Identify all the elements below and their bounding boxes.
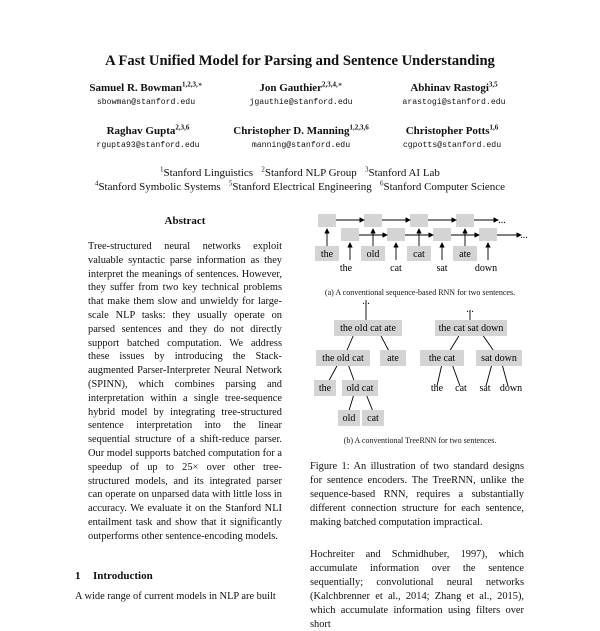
- tree-node: ate: [387, 353, 399, 364]
- right-column-text: Hochreiter and Schmidhuber, 1997), which accumulate information over the sentence sequentially; convolutional neural networks (Kalchbrenner et al., 2014; Zhang et al., 2015), which accumulate information using filters over short: [310, 549, 524, 630]
- tree-node: sat down: [481, 353, 517, 364]
- paper-title: A Fast Unified Model for Parsing and Sentence Understanding: [105, 53, 495, 69]
- tree-node: cat: [455, 383, 467, 394]
- tree-node: sat: [479, 383, 491, 394]
- intro-text: A wide range of current models in NLP are built: [75, 591, 276, 602]
- ellipsis: ...: [362, 296, 370, 307]
- word-token: old: [366, 249, 380, 260]
- tree-node: the: [430, 383, 444, 394]
- author-block: [392, 82, 516, 107]
- affiliations-line: $^1$Stanford Linguistics $^2$Stanford NLP Group $^3$Stanford AI Lab: [160, 165, 440, 179]
- author-name: Raghav Gupta$^{2,3,6}$: [106, 123, 190, 137]
- tree-node: old: [342, 413, 356, 424]
- subfigure-caption-b: (b) A conventional TreeRNN for two sentences.: [343, 436, 497, 445]
- author-name: Christopher Potts$^{1,6}$: [405, 123, 499, 137]
- tree-node: the cat sat down: [438, 323, 504, 334]
- tree-node: old cat: [346, 383, 374, 394]
- tree-node: the cat: [428, 353, 456, 364]
- tree-node: the old cat ate: [340, 323, 396, 334]
- author-block: [222, 125, 380, 150]
- author-email: sbowman@stanford.edu: [96, 98, 196, 107]
- author-block: [78, 82, 214, 107]
- ellipsis: ...: [466, 304, 474, 315]
- affiliations-line: $^4$Stanford Symbolic Systems $^5$Stanford Electrical Engineering $^6$Stanford Computer Science: [94, 179, 506, 193]
- author-block: [394, 125, 510, 150]
- ellipsis: ...: [520, 230, 528, 241]
- tree-node-boxes: [314, 320, 522, 426]
- author-name: Samuel R. Bowman$^{1,2,3,∗}$: [89, 80, 203, 94]
- tree-node: the old cat: [322, 353, 364, 364]
- figure-tree-rnn: [310, 296, 530, 432]
- word-token: cat: [413, 249, 425, 260]
- word-token: the: [339, 263, 353, 274]
- author-name: Jon Gauthier$^{2,3,4,∗}$: [259, 80, 343, 94]
- tree-node: down: [499, 383, 523, 394]
- word-token: the: [320, 249, 334, 260]
- author-email: arastogi@stanford.edu: [402, 98, 506, 107]
- word-token: sat: [436, 263, 448, 274]
- author-block: [236, 82, 366, 107]
- word-token: cat: [390, 263, 402, 274]
- section-heading: 1 Introduction: [75, 570, 153, 582]
- ellipsis: ...: [498, 215, 506, 226]
- figure-caption: Figure 1: An illustration of two standard designs for sentence encoders. The TreeRNN, unlike the sequence-based RNN, requires a substantially different connection structure for each sentence, making batched computation impractical.: [310, 461, 524, 528]
- author-email: rgupta93@stanford.edu: [96, 141, 200, 150]
- word-token: down: [474, 263, 498, 274]
- author-email: cgpotts@stanford.edu: [402, 141, 502, 150]
- word-token: ate: [459, 249, 471, 260]
- author-email: manning@stanford.edu: [251, 141, 351, 150]
- figure-sequence-rnn: [310, 208, 530, 288]
- author-email: jgauthie@stanford.edu: [249, 98, 353, 107]
- author-name: Christopher D. Manning$^{1,2,3,6}$: [233, 123, 369, 137]
- abstract-heading: Abstract: [164, 215, 206, 227]
- author-block: [88, 125, 208, 150]
- subfigure-caption-a: (a) A conventional sequence-based RNN for two sentences.: [324, 288, 516, 297]
- tree-node: cat: [367, 413, 379, 424]
- abstract-text: Tree-structured neural networks exploit valuable syntactic parse information as they interpret the meanings of sentences. However, they suffer from two key technical problems that make them slow and unwieldy for large-scale NLP tasks: they usually operate on parsed sentences and they do not directly support batched computation. We address these issues by introducing the Stack-augmented Parser-Interpreter Neural Network (SPINN), which combines parsing and interpretation within a single tree-sequence hybrid model by integrating tree-structured sentence interpretation into the linear sequential structure of a shift-reduce parser. Our model supports batched computation for a speedup of up to 25× over other tree-structured models, and its integrated parser can operate on unparsed data with little loss in accuracy. We evaluate it on the Stanford NLI entailment task and show that it significantly outperforms other sentence-encoding models.: [88, 241, 282, 542]
- tree-node: the: [318, 383, 332, 394]
- author-name: Abhinav Rastogi$^{3,5}$: [410, 80, 498, 94]
